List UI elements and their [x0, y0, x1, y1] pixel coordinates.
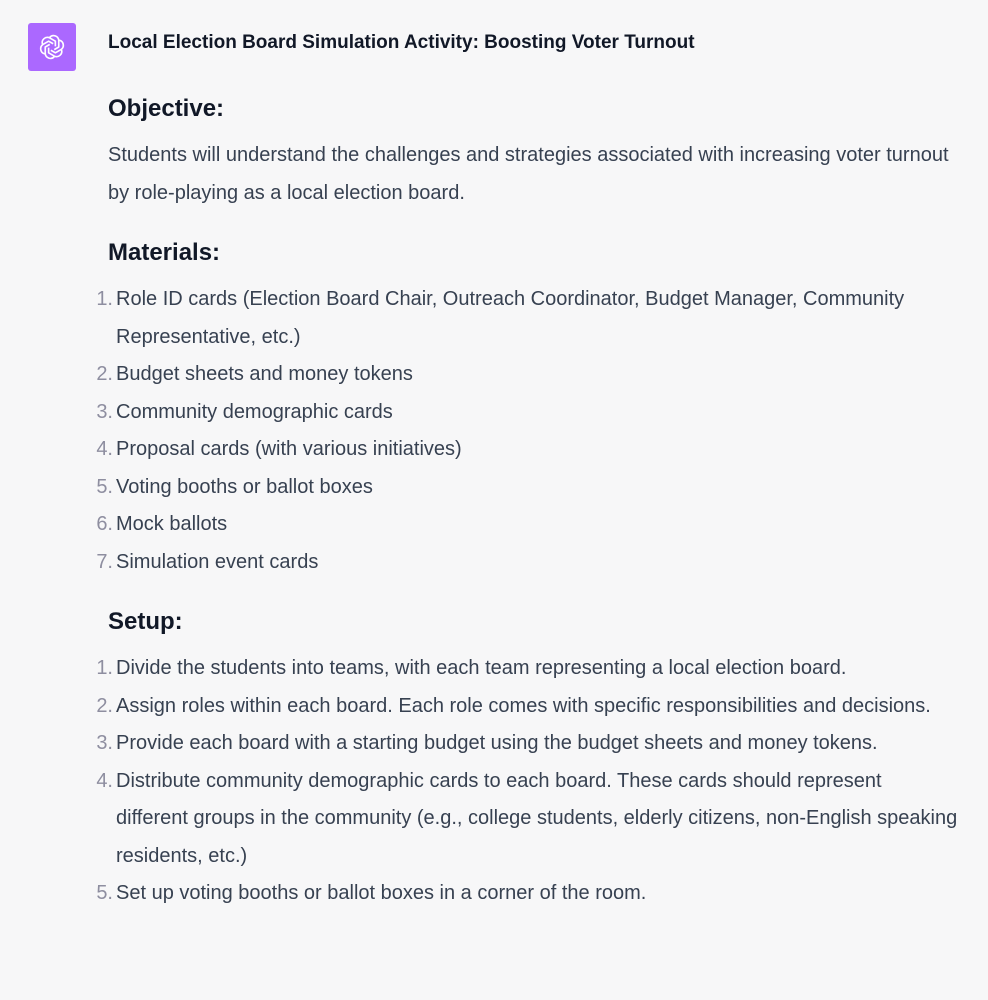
list-item-text: Budget sheets and money tokens	[116, 363, 413, 385]
objective-text: Students will understand the challenges and strategies associated with increasing voter turnout by role-playing as a local election board.	[108, 144, 949, 204]
message-content	[96, 30, 958, 913]
list-number: 7.	[96, 550, 113, 573]
list-number: 3.	[96, 732, 113, 754]
setup-list	[96, 650, 958, 913]
setup-heading: Setup:	[108, 608, 183, 635]
list-number: 1.	[96, 288, 113, 310]
list-number: 3.	[96, 400, 113, 423]
list-number: 5.	[96, 475, 113, 498]
list-item-text: Proposal cards (with various initiatives)	[116, 438, 462, 460]
list-number: 4.	[96, 438, 113, 460]
materials-heading: Materials:	[108, 239, 221, 266]
openai-logo-icon	[37, 32, 67, 62]
list-number: 2.	[96, 363, 113, 385]
list-item	[96, 469, 958, 507]
message-title: Local Election Board Simulation Activity: Boosting Voter Turnout	[108, 32, 695, 53]
list-item	[96, 688, 958, 726]
list-item	[96, 763, 958, 876]
list-number: 5.	[96, 882, 113, 904]
list-item-text: Set up voting booths or ballot boxes in a corner of the room.	[116, 882, 647, 904]
list-item-text: Provide each board with a starting budget using the budget sheets and money tokens.	[116, 732, 878, 754]
list-item	[96, 431, 958, 469]
list-item	[96, 394, 958, 432]
list-number: 1.	[96, 657, 113, 679]
list-item	[96, 506, 958, 544]
list-item	[96, 650, 958, 688]
list-item	[96, 356, 958, 394]
assistant-avatar	[28, 23, 76, 71]
list-item-text: Distribute community demographic cards to each board. These cards should represent different groups in the community (e.g., college students, elderly citizens, non-English speaking residents, etc.)	[116, 769, 958, 867]
list-item-text: Divide the students into teams, with each team representing a local election board.	[116, 657, 847, 679]
list-item-text: Voting booths or ballot boxes	[116, 475, 373, 498]
list-item-text: Assign roles within each board. Each role comes with specific responsibilities and decisions.	[116, 694, 931, 717]
list-item-text: Mock ballots	[116, 513, 228, 535]
list-item	[96, 281, 958, 356]
list-item-text: Community demographic cards	[116, 400, 393, 423]
list-item-text: Simulation event cards	[116, 550, 319, 573]
list-item-text: Role ID cards (Election Board Chair, Outreach Coordinator, Budget Manager, Community Representative, etc.)	[116, 288, 905, 348]
materials-list	[96, 281, 958, 581]
list-item	[96, 875, 958, 913]
list-item	[96, 544, 958, 582]
list-number: 6.	[96, 513, 113, 535]
list-number: 4.	[96, 769, 113, 792]
objective-heading: Objective:	[108, 95, 225, 122]
list-item	[96, 725, 958, 763]
list-number: 2.	[96, 694, 113, 717]
